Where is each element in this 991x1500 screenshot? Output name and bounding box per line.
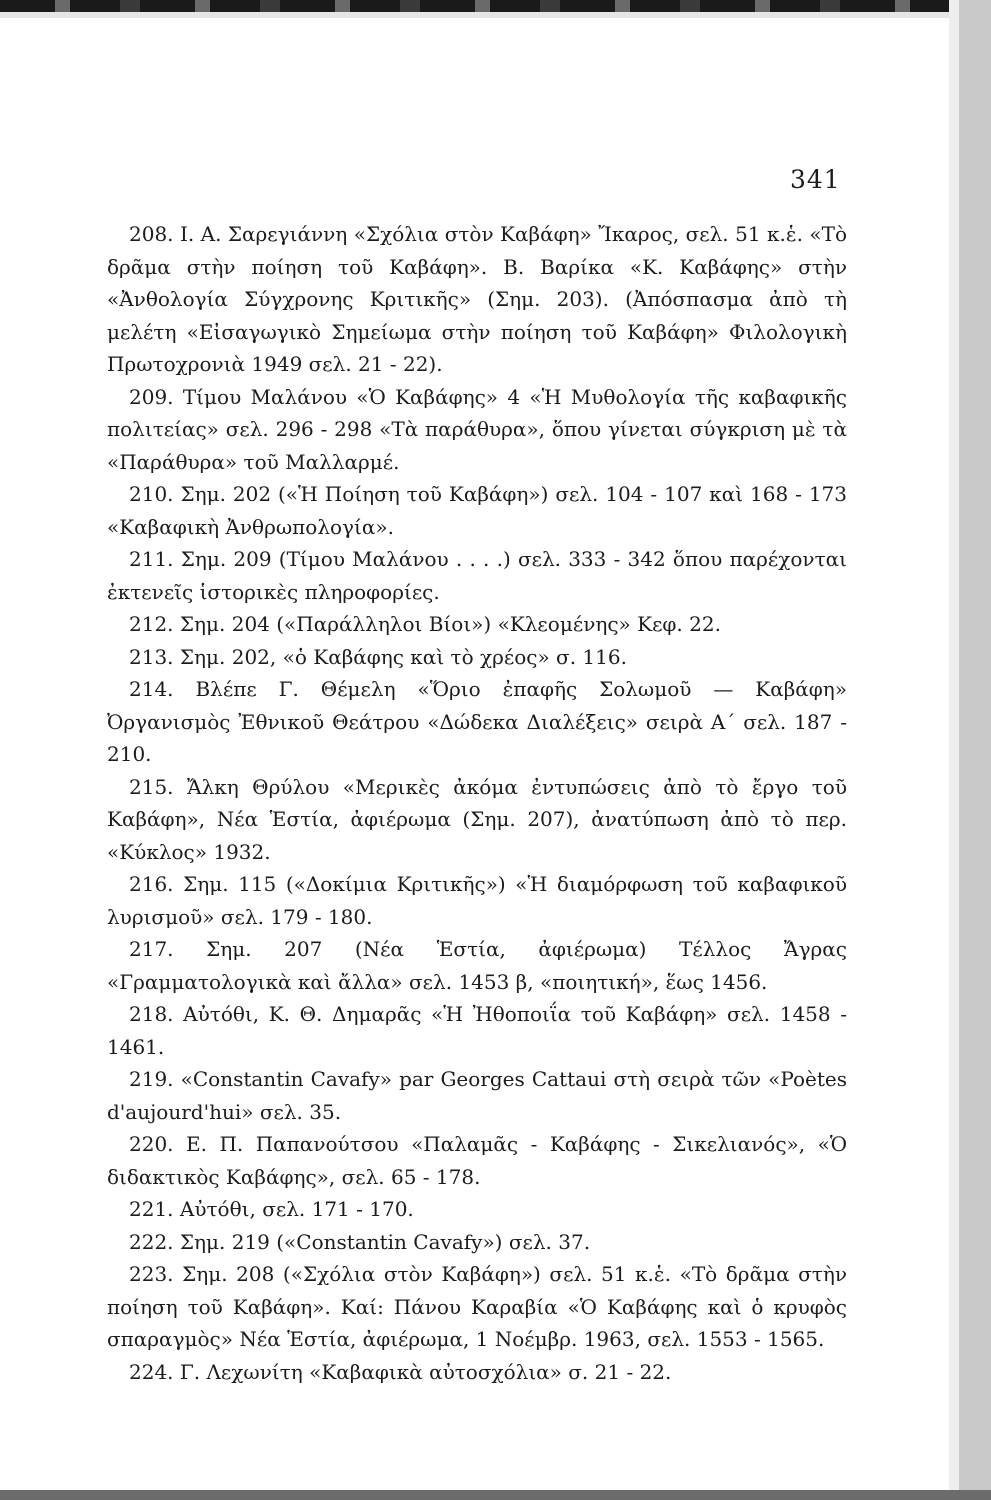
footnote-213: 213. Σημ. 202, «ὁ Καβάφης καὶ τὸ χρέος» σ. 116. [129,644,627,669]
footnote-219: 219. «Constantin Cavafy» par Georges Cattaui στὴ σειρὰ τῶν «Poètes d'aujourd'hui» σελ. 35. [107,1067,847,1124]
footnote-218: 218. Αὐτόθι, Κ. Θ. Δημαρᾶς «Ἡ Ἠθοποιΐα τοῦ Καβάφη» σελ. 1458 - 1461. [107,1002,847,1059]
footnote-220: 220. Ε. Π. Παπανούτσου «Παλαμᾶς - Καβάφης - Σικελιανός», «Ὁ διδακτικὸς Καβάφης», σελ. 65 - 178. [107,1132,848,1189]
footnote-212: 212. Σημ. 204 («Παράλληλοι Βίοι») «Κλεομένης» Κεφ. 22. [129,612,721,636]
footnote-216: 216. Σημ. 115 («Δοκίμια Κριτικῆς») «Ἡ διαμόρφωση τοῦ καβαφικοῦ λυρισμοῦ» σελ. 179 - 180. [107,872,847,929]
page-number: 341 [790,165,841,194]
footnote-215: 215. Ἄλκη Θρύλου «Μερικὲς ἀκόμα ἐντυπώσεις ἀπὸ τὸ ἔργο τοῦ Καβάφη», Νέα Ἑστία, ἀφιέρωμα (Σημ. 207), ἀνατύπωση ἀπὸ τὸ περ. «Κύκλος» 1932. [107,774,847,864]
scan-right-edge [959,0,991,1500]
footnote-217: 217. Σημ. 207 (Νέα Ἑστία, ἀφιέρωμα) Τέλλος Ἄγρας «Γραμματολογικὰ καὶ ἄλλα» σελ. 1453 β, «ποιητική», ἕως 1456. [107,937,847,994]
footnote-208: 208. Ι. Α. Σαρεγιάννη «Σχόλια στὸν Καβάφη» Ἴκαρος, σελ. 51 κ.ἑ. «Τὸ δρᾶμα στὴν ποίηση τοῦ Καβάφη». Β. Βαρίκα «Κ. Καβάφης» στὴν «Ἀνθολογία Σύγχρονης Κριτικῆς» (Σημ. 203). (Ἀπόσπασμα ἀπὸ τὴ μελέτη «Εἰσαγωγικὸ Σημείωμα στὴν ποίηση τοῦ Καβάφη» Φιλολογικὴ Πρωτοχρονιὰ 1949 σελ. 21 - 22). [107,222,847,376]
scan-right-shadow [949,0,959,1500]
footnote-210: 210. Σημ. 202 («Ἡ Ποίηση τοῦ Καβάφη») σελ. 104 - 107 καὶ 168 - 173 «Καβαφικὴ Ἀνθρωπολογία». [107,482,847,539]
footnote-209: 209. Τίμου Μαλάνου «Ὁ Καβάφης» 4 «Ἡ Μυθολογία τῆς καβαφικῆς πολιτείας» σελ. 296 - 298 «Τὰ παράθυρα», ὅπου γίνεται σύγκριση μὲ τὰ «Παράθυρα» τοῦ Μαλλαρμέ. [107,384,847,474]
scan-top-shadow [0,12,991,18]
footnote-221: 221. Αὐτόθι, σελ. 171 - 170. [129,1197,414,1221]
footnote-222: 222. Σημ. 219 («Constantin Cavafy») σελ. 37. [129,1229,591,1254]
footnote-223: 223. Σημ. 208 («Σχόλια στὸν Καβάφη») σελ. 51 κ.ἑ. «Τὸ δρᾶμα στὴν ποίηση τοῦ Καβάφη». Καί: Πάνου Καραβία «Ὁ Καβάφης καὶ ὁ κρυφὸς σπαραγμὸς» Νέα Ἑστία, ἀφιέρωμα, 1 Νοέμβρ. 1963, σελ. 1553 - 1565. [107,1262,847,1351]
scan-bottom-edge [0,1490,991,1500]
footnote-211: 211. Σημ. 209 (Τίμου Μαλάνου . . . .) σελ. 333 - 342 ὅπου παρέχονται ἐκτενεῖς ἱστορικὲς πληροφορίες. [107,547,847,604]
scan-top-edge [0,0,991,12]
footnote-224: 224. Γ. Λεχωνίτη «Καβαφικὰ αὐτοσχόλια» σ. 21 - 22. [129,1359,672,1384]
footnote-214: 214. Βλέπε Γ. Θέμελη «Ὅριο ἐπαφῆς Σολωμοῦ — Καβάφη» Ὀργανισμὸς Ἐθνικοῦ Θεάτρου «Δώδεκα Διαλέξεις» σειρὰ Α΄ σελ. 187 - 210. [107,677,848,766]
footnotes [107,218,847,1388]
